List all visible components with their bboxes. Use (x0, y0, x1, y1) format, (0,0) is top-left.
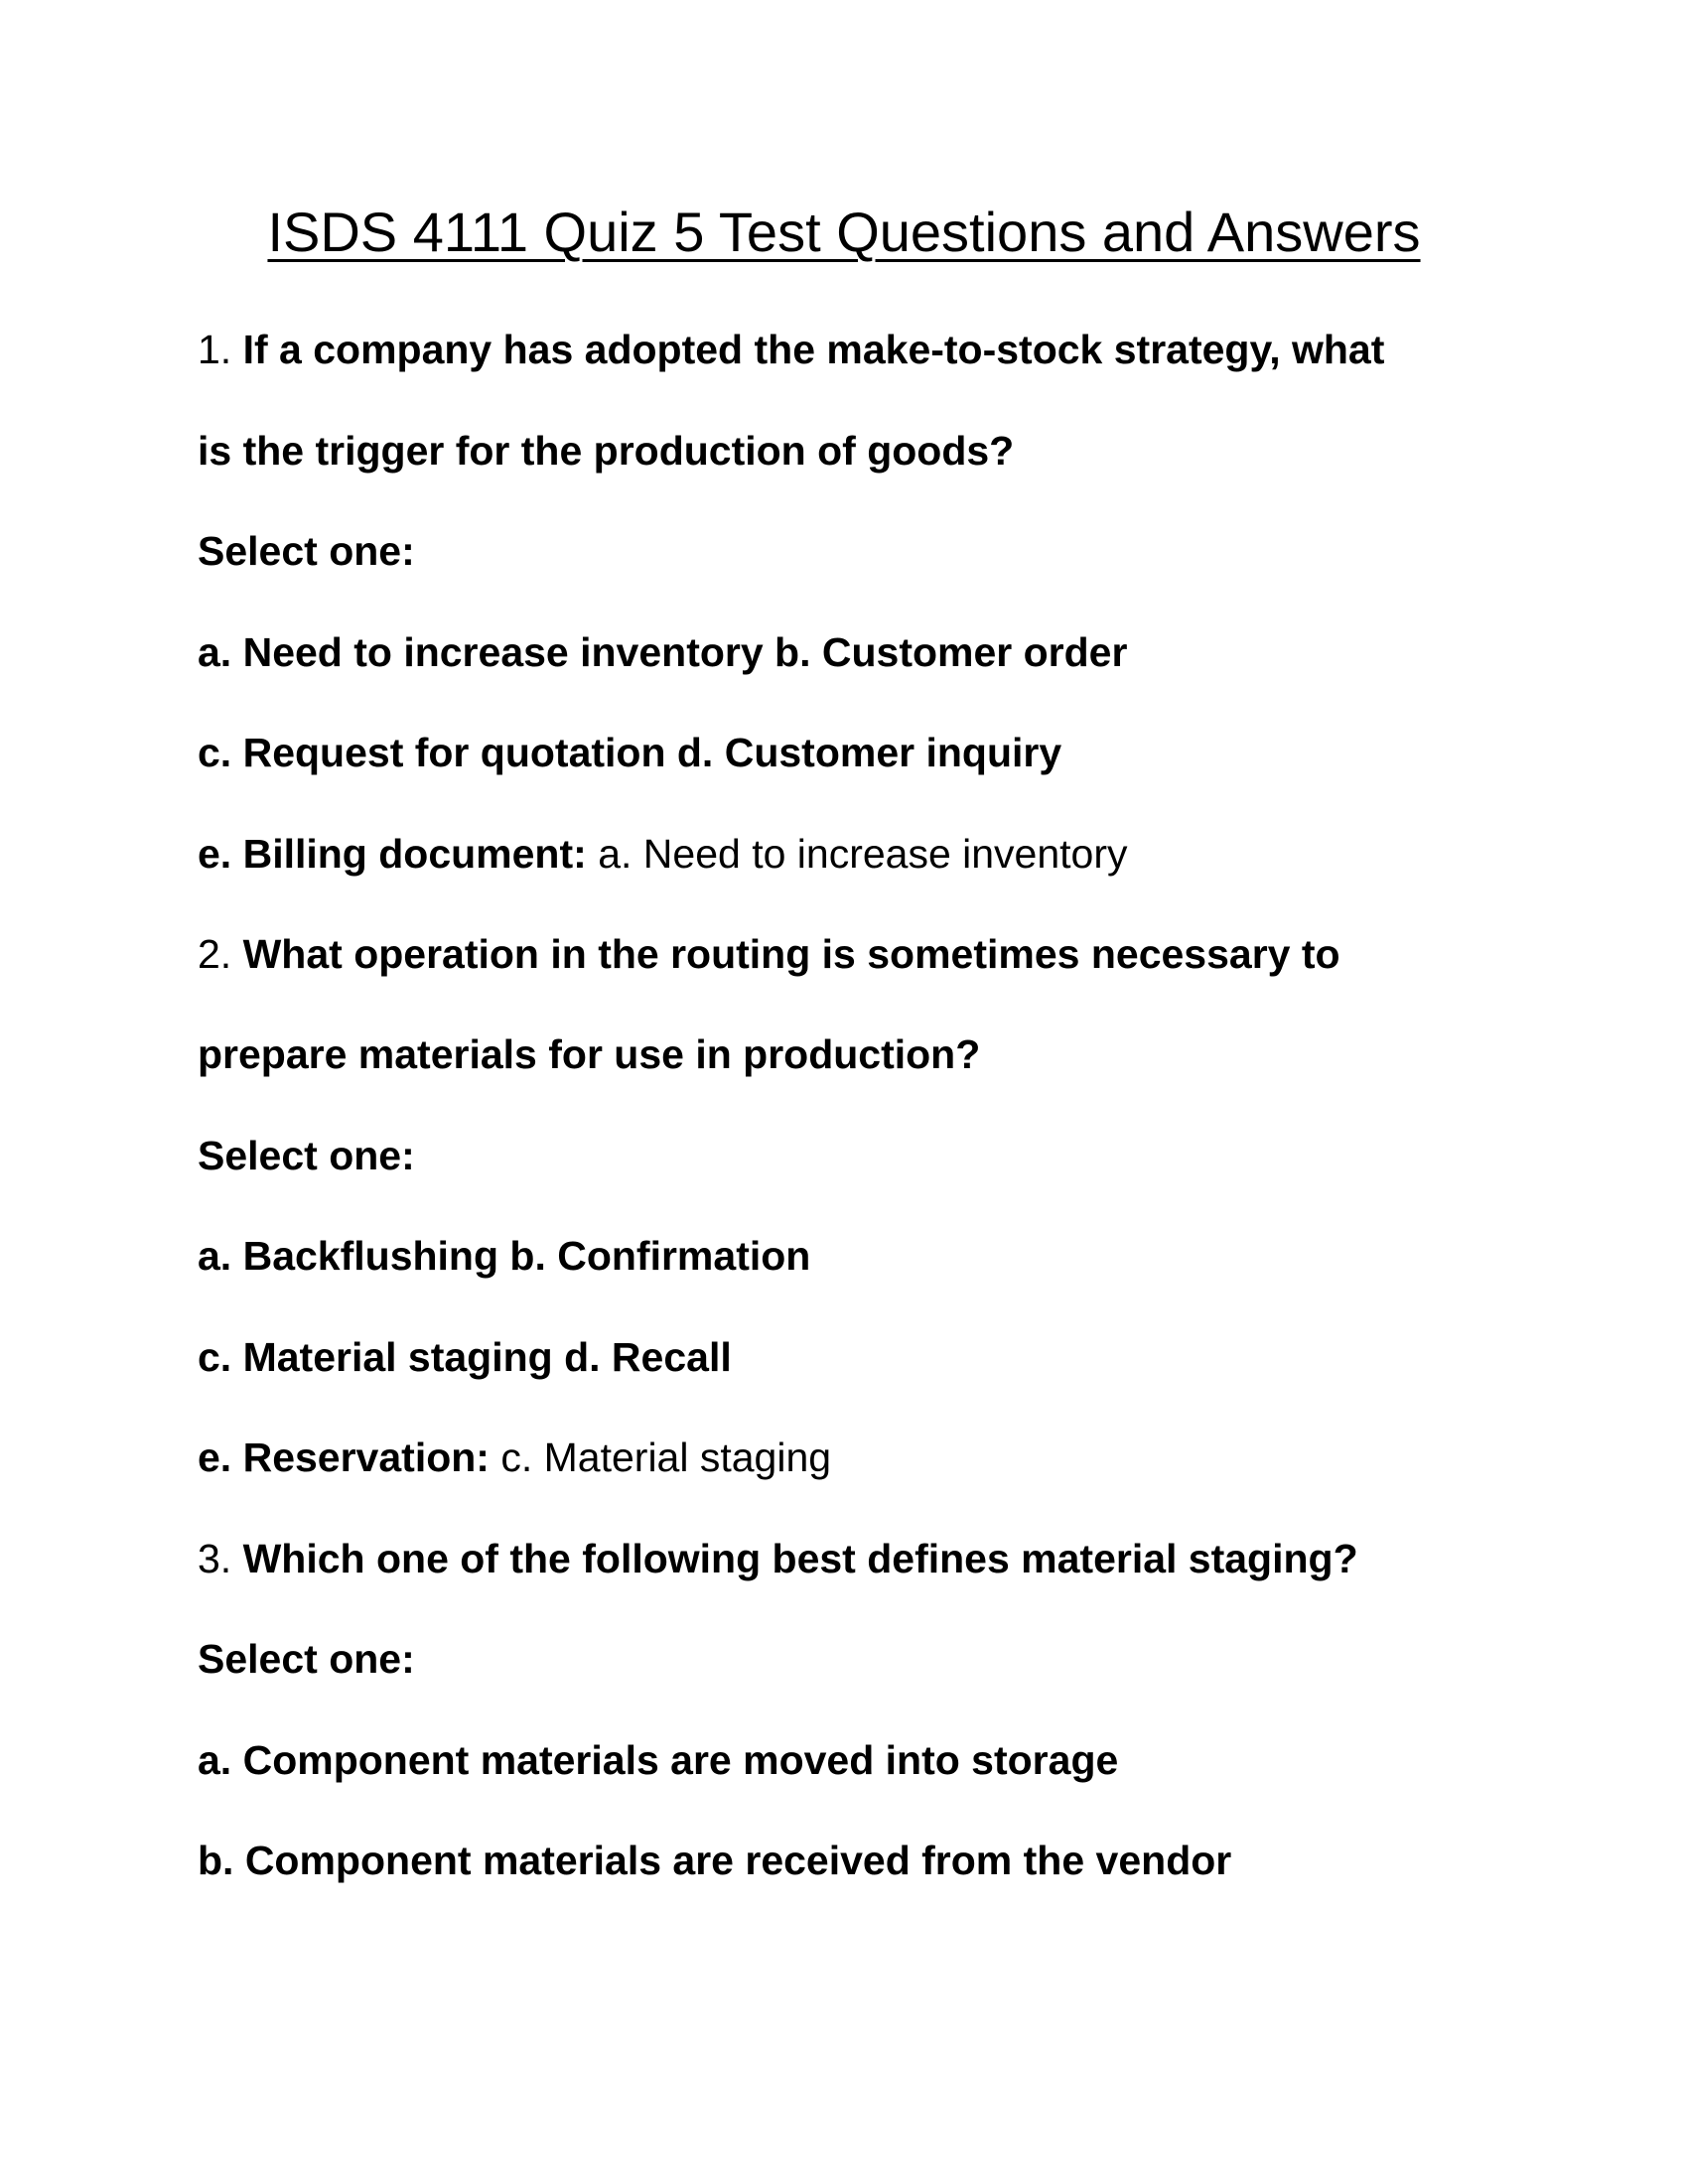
question-2-select-prompt: Select one: (198, 1133, 415, 1178)
question-3-option-a: a. Component materials are moved into storage (198, 1737, 1119, 1783)
question-2-last-option: e. Reservation: (198, 1434, 490, 1480)
question-1-line-2: is the trigger for the production of goods? (198, 428, 1015, 474)
question-1-answer: a. Need to increase inventory (598, 831, 1128, 877)
question-3-number: 3. (198, 1536, 232, 1581)
question-1-options-line-2: c. Request for quotation d. Customer inquiry (198, 730, 1062, 775)
question-2-last-option-line (198, 1428, 831, 1487)
question-3-select-prompt: Select one: (198, 1636, 415, 1682)
question-1-last-option-line (198, 824, 1128, 884)
question-1-line-1 (198, 320, 1384, 379)
question-2-options-line-2: c. Material staging d. Recall (198, 1334, 732, 1380)
question-1-number: 1. (198, 327, 232, 372)
question-3-line-1 (198, 1529, 1358, 1588)
question-2-answer: c. Material staging (500, 1434, 832, 1480)
question-1-select-prompt: Select one: (198, 528, 415, 574)
question-2-line-1 (198, 924, 1340, 984)
page-title: ISDS 4111 Quiz 5 Test Questions and Answers (267, 201, 1421, 263)
question-2-options-line-1: a. Backflushing b. Confirmation (198, 1233, 811, 1279)
question-3-text: Which one of the following best defines material staging? (242, 1536, 1358, 1581)
question-1-options-line-1: a. Need to increase inventory b. Customer order (198, 629, 1128, 675)
question-1-text: If a company has adopted the make-to-stock strategy, what (242, 327, 1385, 372)
question-1-last-option: e. Billing document: (198, 831, 587, 877)
question-2-number: 2. (198, 931, 232, 977)
question-2-text: What operation in the routing is sometimes necessary to (242, 931, 1340, 977)
question-2-line-2: prepare materials for use in production? (198, 1031, 981, 1077)
question-3-option-b: b. Component materials are received from the vendor (198, 1838, 1232, 1883)
